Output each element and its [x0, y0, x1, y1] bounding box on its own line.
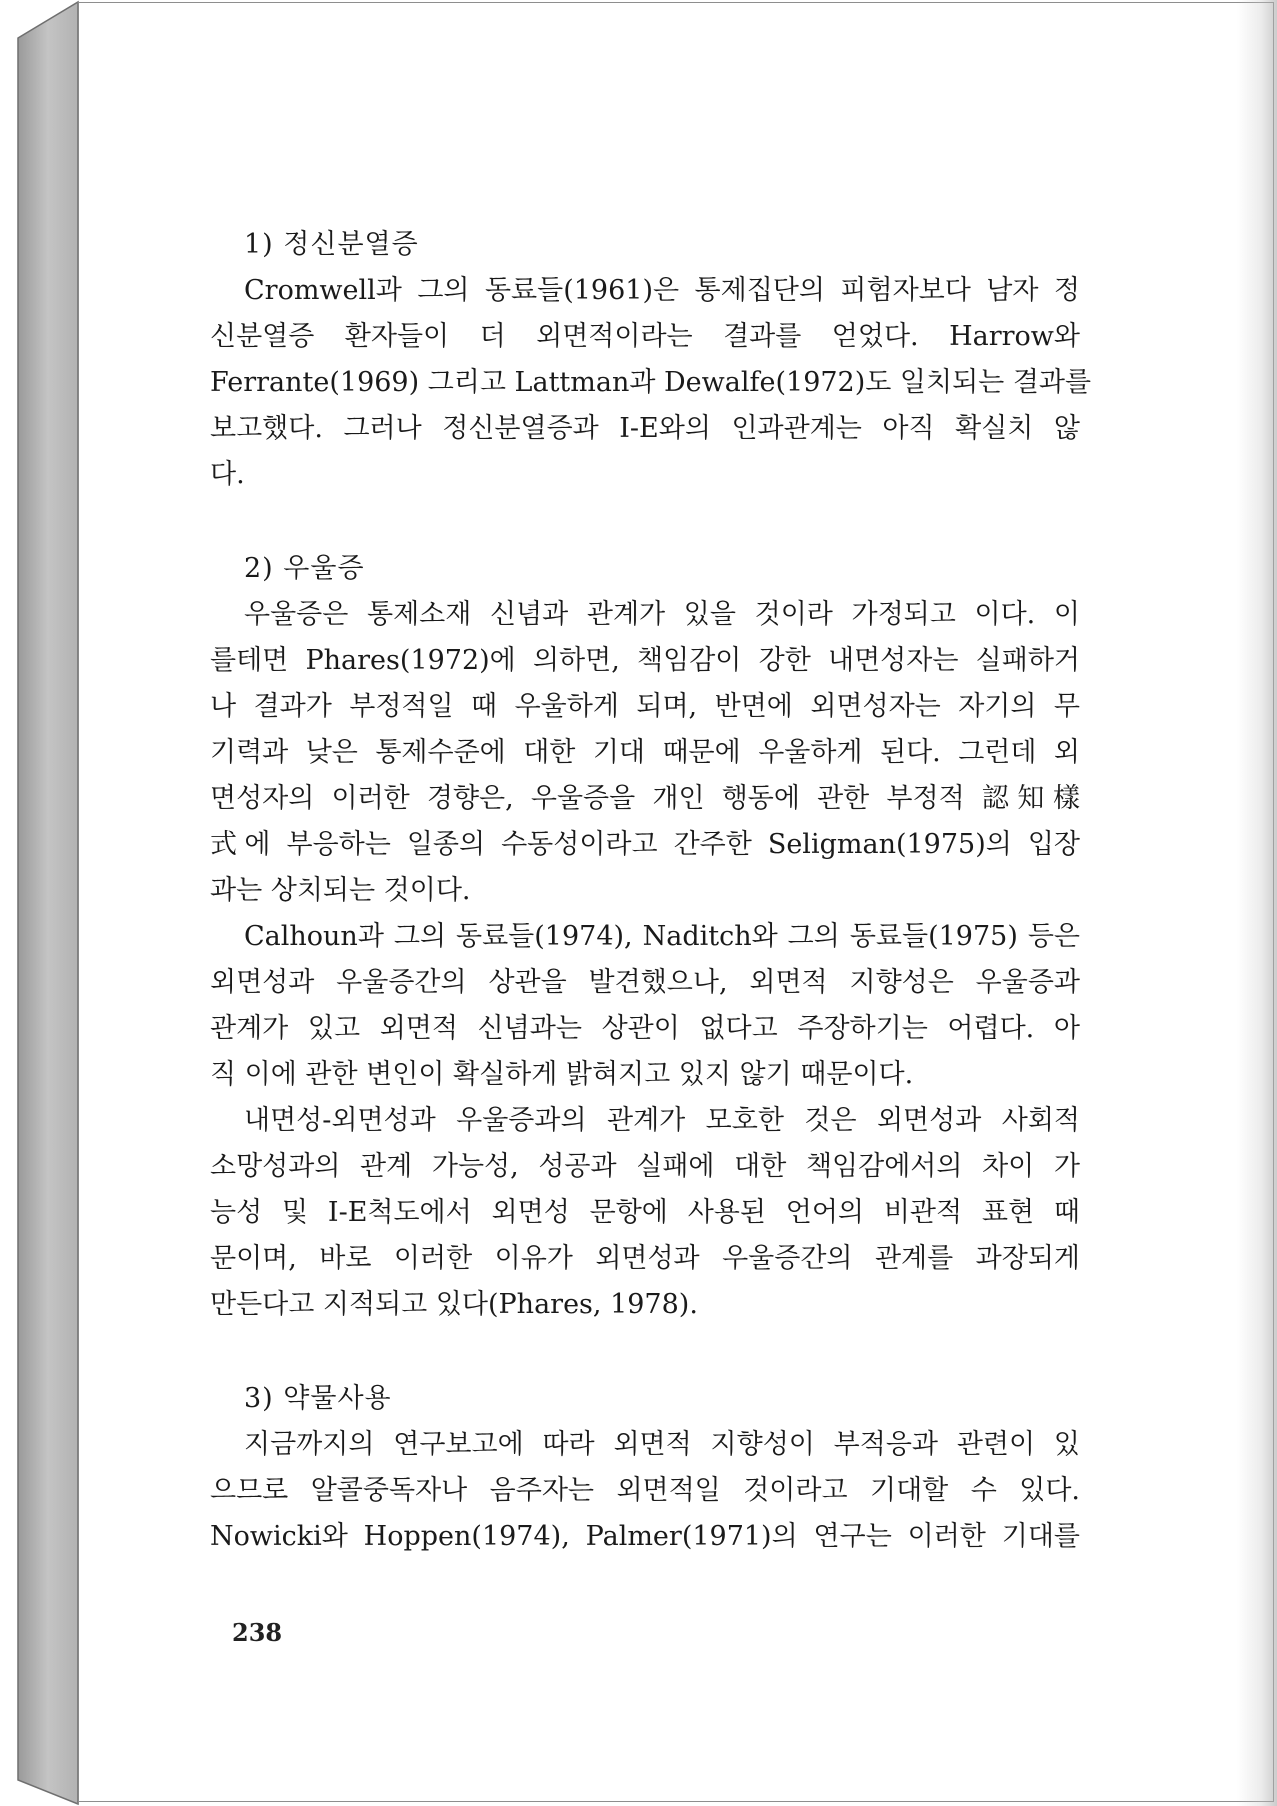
text-line: 나 결과가 부정적일 때 우울하게 되며, 반면에 외면성자는 자기의 무 [210, 691, 1080, 722]
text-line: 만든다고 지적되고 있다(Phares, 1978). [210, 1289, 698, 1320]
text-line: 능성 및 I-E척도에서 외면성 문항에 사용된 언어의 비관적 표현 때 [210, 1197, 1080, 1228]
paragraph [210, 268, 1092, 498]
book-spine-edge [0, 0, 80, 1806]
text-line: 소망성과의 관계 가능성, 성공과 실패에 대한 책임감에서의 차이 가 [210, 1151, 1080, 1182]
page-body [210, 222, 1092, 1560]
text-line: 내면성-외면성과 우울증과의 관계가 모호한 것은 외면성과 사회적 [244, 1105, 1080, 1136]
text-line: 보고했다. 그러나 정신분열증과 I-E와의 인과관계는 아직 확실치 않 [210, 413, 1080, 444]
text-line: 기력과 낮은 통제수준에 대한 기대 때문에 우울하게 된다. 그런데 외 [210, 737, 1080, 768]
text-line: 면성자의 이러한 경향은, 우울증을 개인 행동에 관한 부정적 認知樣 [210, 783, 1080, 814]
text-line: 문이며, 바로 이러한 이유가 외면성과 우울증간의 관계를 과장되게 [210, 1243, 1080, 1274]
text-line: 우울증은 통제소재 신념과 관계가 있을 것이라 가정되고 이다. 이 [244, 599, 1080, 630]
text-line: Ferrante(1969) 그리고 Lattman과 Dewalfe(1972)도 일치되는 결과를 [210, 367, 1092, 398]
text-line: 다. [210, 459, 245, 490]
text-line: Cromwell과 그의 동료들(1961)은 통제집단의 피험자보다 남자 정 [244, 275, 1080, 306]
paragraph [210, 1422, 1080, 1560]
text-line: 으므로 알콜중독자나 음주자는 외면적일 것이라고 기대할 수 있다. [210, 1475, 1080, 1506]
paragraph [210, 914, 1080, 1098]
section-schizophrenia [210, 222, 1092, 498]
page-right-shadow [1237, 0, 1277, 1806]
text-line: Nowicki와 Hoppen(1974), Palmer(1971)의 연구는 이러한 기대를 [210, 1521, 1080, 1552]
section-heading: 3) 약물사용 [244, 1383, 392, 1414]
text-line: 지금까지의 연구보고에 따라 외면적 지향성이 부적응과 관련이 있 [244, 1429, 1080, 1460]
text-line: 式에 부응하는 일종의 수동성이라고 간주한 Seligman(1975)의 입장 [210, 829, 1080, 860]
paragraph [210, 592, 1080, 914]
text-line: Calhoun과 그의 동료들(1974), Naditch와 그의 동료들(1975) 등은 [244, 921, 1080, 952]
paragraph [210, 1098, 1080, 1328]
text-line: 신분열증 환자들이 더 외면적이라는 결과를 얻었다. Harrow와 [210, 321, 1080, 352]
text-line: 관계가 있고 외면적 신념과는 상관이 없다고 주장하기는 어렵다. 아 [210, 1013, 1080, 1044]
page-number: 238 [232, 1618, 283, 1647]
section-heading: 1) 정신분열증 [244, 229, 419, 260]
text-line: 외면성과 우울증간의 상관을 발견했으나, 외면적 지향성은 우울증과 [210, 967, 1080, 998]
text-line: 직 이에 관한 변인이 확실하게 밝혀지고 있지 않기 때문이다. [210, 1059, 914, 1090]
text-line: 를테면 Phares(1972)에 의하면, 책임감이 강한 내면성자는 실패하거 [210, 645, 1080, 676]
text-line: 과는 상치되는 것이다. [210, 875, 471, 906]
section-depression [210, 546, 1080, 1328]
section-drug-use [210, 1376, 1080, 1560]
section-heading: 2) 우울증 [244, 553, 365, 584]
